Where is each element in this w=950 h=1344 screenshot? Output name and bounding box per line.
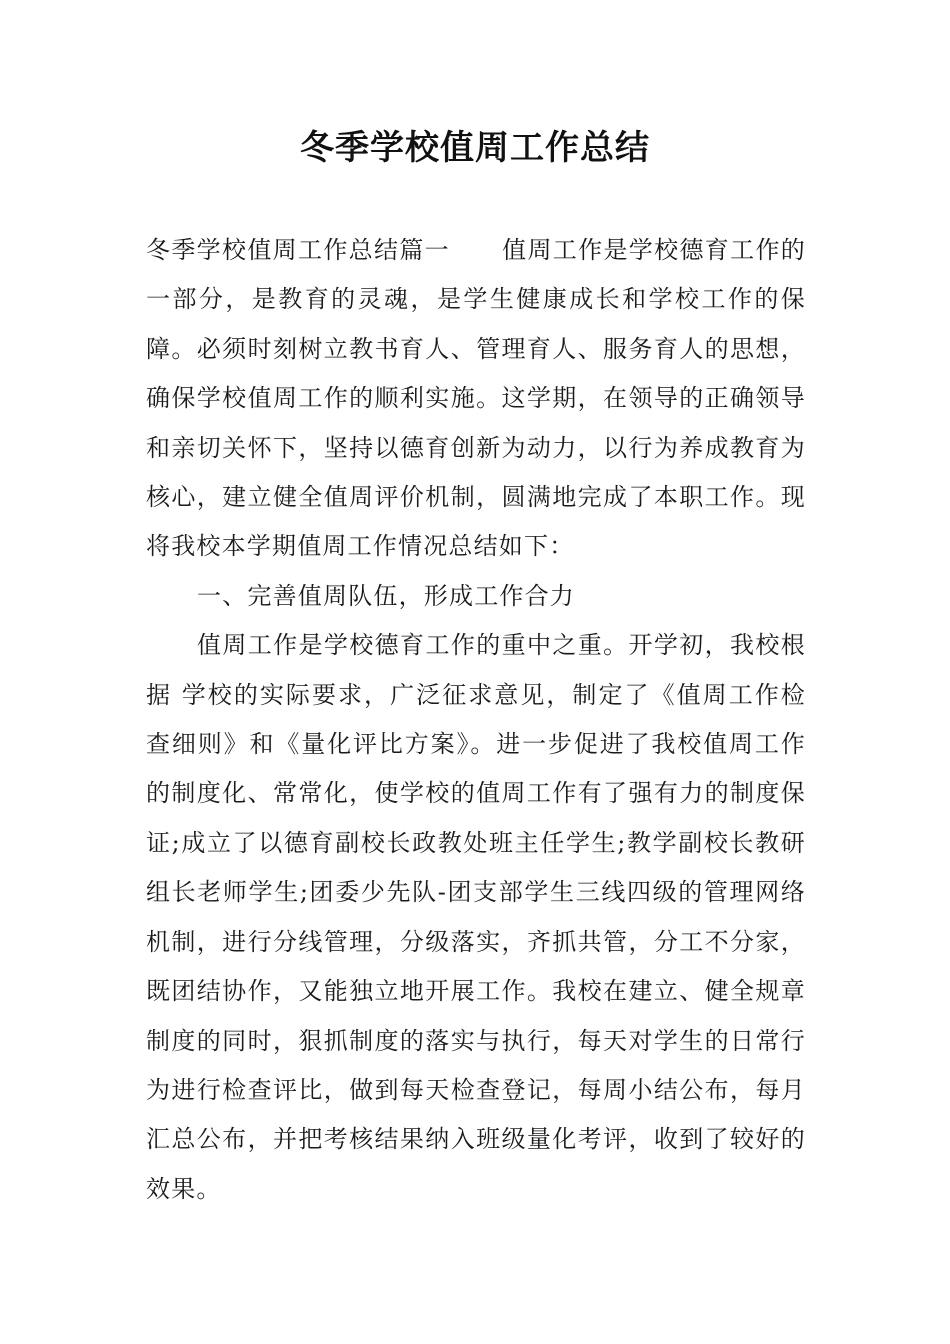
section-paragraph-1: 值周工作是学校德育工作的重中之重。开学初，我校根据 学校的实际要求，广泛征求意见，制定了《值周工作检查细则》和《量化评比方案》。进一步促进了我校值周工作的制度化、常常化，使学校的值周工作有了强有力的制度保证;成立了以德育副校长政教处班主任学生;教学副校长教研组长老师学生;团委少先队-团支部学生三线四级的管理网络机制，进行分线管理，分级落实，齐抓共管，分工不分家，既团结协作，又能独立地开展工作。我校在建立、健全规章制度的同时，狠抓制度的落实与执行，每天对学生的日常行为进行检查评比，做到每天检查登记，每周小结公布，每月汇总公布，并把考核结果纳入班级量化考评，收到了较好的效果。 — [146, 631, 806, 1203]
intro-text: 值周工作是学校德育工作的一部分，是教育的灵魂，是学生健康成长和学校工作的保障。必须时刻树立教书育人、管理育人、服务育人的思想，确保学校值周工作的顺利实施。这学期，在领导的正确领导和亲切关怀下，坚持以德育创新为动力，以行为养成教育为核心，建立健全值周评价机制，圆满地完成了本职工作。现将我校本学期值周工作情况总结如下： — [146, 236, 806, 561]
document-title: 冬季学校值周工作总结 — [300, 128, 650, 168]
intro-paragraph — [146, 226, 806, 572]
section-heading-1: 一、完善值周队伍，形成工作合力 — [197, 581, 575, 610]
document-body — [146, 226, 806, 1214]
intro-label: 冬季学校值周工作总结篇一 — [146, 236, 450, 264]
